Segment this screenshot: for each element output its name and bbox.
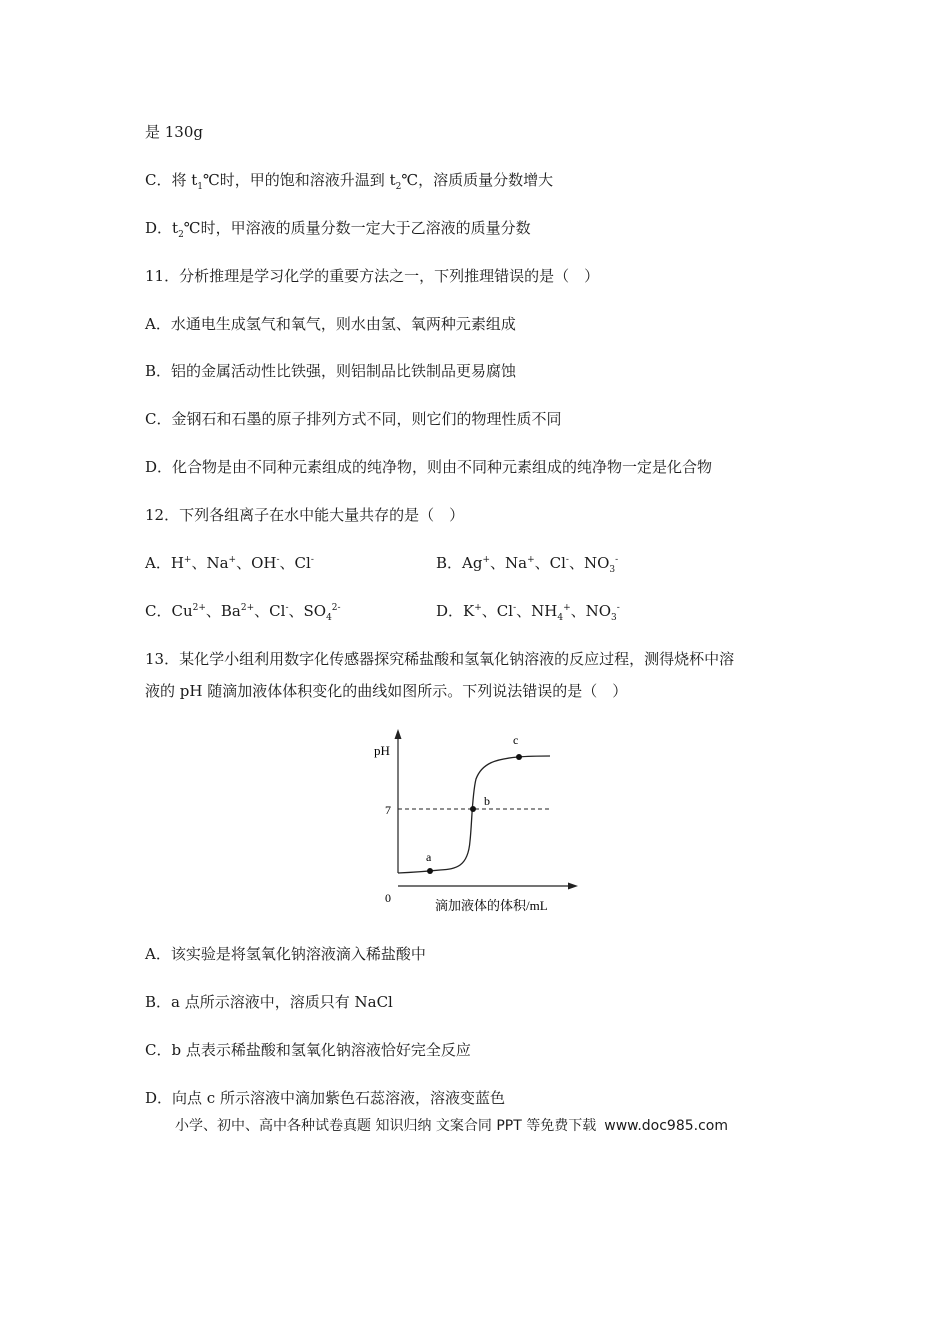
q13-stem-line2: 液的 pH 随滴加液体体积变化的曲线如图所示。下列说法错误的是（ ） xyxy=(145,682,628,700)
y-axis-arrow xyxy=(395,729,402,739)
point-a-marker xyxy=(427,868,433,874)
page-footer xyxy=(175,1116,728,1136)
point-b-label: b xyxy=(484,794,490,808)
footer-url-link[interactable]: www.doc985.com xyxy=(604,1118,728,1134)
q12-option-a: A．H+、Na+、OH-、Cl- xyxy=(145,554,314,572)
q13-option-a: A．该实验是将氢氧化钠溶液滴入稀盐酸中 xyxy=(145,945,426,963)
q12-option-d: D．K+、Cl-、$NH_4^+$、$NO_3^-$ xyxy=(436,602,620,623)
ph-curve xyxy=(398,756,550,873)
point-b-marker xyxy=(470,806,476,812)
q11-option-a: A．水通电生成氢气和氧气，则水由氢、氧两种元素组成 xyxy=(145,315,516,333)
q11-option-b: B．铝的金属活动性比铁强，则铝制品比铁制品更易腐蚀 xyxy=(145,362,517,380)
footer-text: 小学、初中、高中各种试卷真题 知识归纳 文案合同 PPT 等免费下载 xyxy=(175,1118,597,1134)
point-c-label: c xyxy=(513,733,519,747)
q13-option-b: B．a 点所示溶液中，溶质只有 NaCl xyxy=(145,993,393,1011)
point-c-marker xyxy=(516,754,522,760)
q12-option-b: B．Ag+、Na+、Cl-、$NO_3^-$ xyxy=(436,554,619,575)
q13-stem-line1: 13．某化学小组利用数字化传感器探究稀盐酸和氢氧化钠溶液的反应过程，测得烧杯中溶 xyxy=(145,650,735,668)
q13-option-d: D．向点 c 所示溶液中滴加紫色石蕊溶液，溶液变蓝色 xyxy=(145,1089,505,1107)
x-axis-label: 滴加液体的体积/mL xyxy=(435,898,548,913)
y-axis-label: pH xyxy=(374,743,390,758)
q11-stem: 11．分析推理是学习化学的重要方法之一，下列推理错误的是（ ） xyxy=(145,267,600,285)
q10-continuation: 是 130g xyxy=(145,123,204,141)
q13-option-c: C．b 点表示稀盐酸和氢氧化钠溶液恰好完全反应 xyxy=(145,1041,471,1059)
q10-option-c: C．将 $t_1℃$时，甲的饱和溶液升温到 $t_2℃$，溶质质量分数增大 xyxy=(145,171,554,192)
q12-stem: 12．下列各组离子在水中能大量共存的是（ ） xyxy=(145,506,465,524)
ph-titration-graph xyxy=(360,725,590,920)
y-tick-7: 7 xyxy=(385,803,391,817)
q10-option-d: D．$t_2℃$时，甲溶液的质量分数一定大于乙溶液的质量分数 xyxy=(145,219,531,240)
origin-label: 0 xyxy=(385,891,391,905)
q11-option-c: C．金钢石和石墨的原子排列方式不同，则它们的物理性质不同 xyxy=(145,410,562,428)
q12-option-c: C．$Cu^{2+}$、$Ba^{2+}$、Cl-、$SO_4^{2-}$ xyxy=(145,602,341,623)
x-axis-arrow xyxy=(568,883,578,890)
point-a-label: a xyxy=(426,850,432,864)
q11-option-d: D．化合物是由不同种元素组成的纯净物，则由不同种元素组成的纯净物一定是化合物 xyxy=(145,458,713,476)
